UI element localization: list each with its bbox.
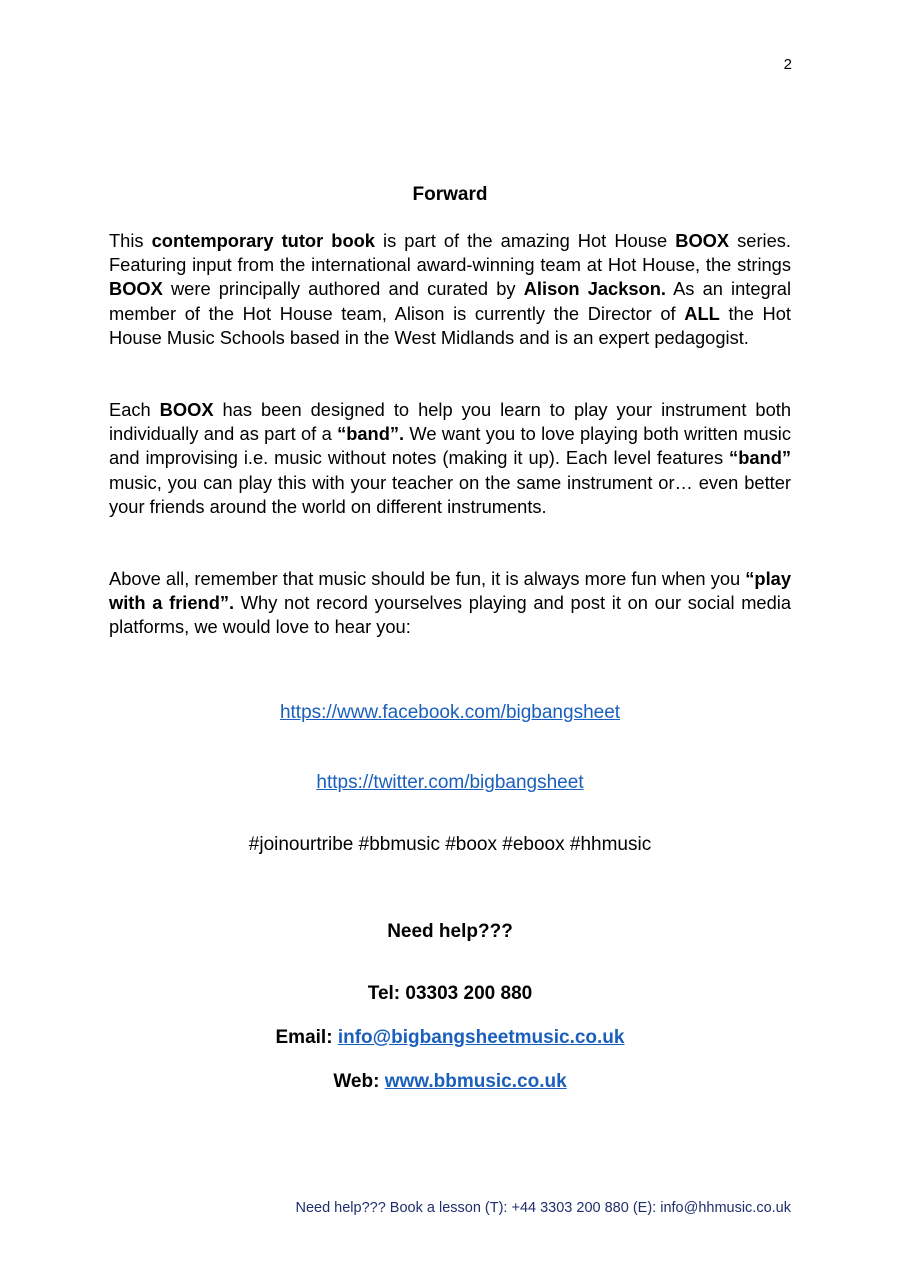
hashtags: #joinourtribe #bbmusic #boox #eboox #hhmusic <box>248 834 652 855</box>
email-label: Email: <box>275 1027 338 1048</box>
paragraph-intro: This contemporary tutor book is part of the amazing Hot House BOOX series. Featuring input from the international award-winning team at Hot House, the strings BOOX were principally authored and curated by Alison Jackson. As an integral member of the Hot House team, Alison is currently the Director of ALL the Hot House Music Schools based in the West Midlands and is an expert pedagogist. <box>109 230 792 348</box>
page-title: Forward <box>412 184 488 205</box>
facebook-link-row <box>0 702 900 724</box>
web-row <box>0 1071 900 1093</box>
twitter-link-row <box>0 772 900 794</box>
twitter-link[interactable]: https://twitter.com/bigbangsheet <box>316 772 584 793</box>
facebook-link[interactable]: https://www.facebook.com/bigbangsheet <box>279 702 621 723</box>
paragraph-friends: Above all, remember that music should be fun, it is always more fun when you “play with a friend”. Why not record yourselves playing and post it on our social media platforms, we would love to hear you: <box>109 568 791 638</box>
email-link[interactable]: info@bigbangsheetmusic.co.uk <box>337 1027 625 1048</box>
page-footer: Need help??? Book a lesson (T): +44 3303 200 880 (E): info@hhmusic.co.uk <box>295 1200 791 1216</box>
page-number: 2 <box>783 56 792 73</box>
web-label: Web: <box>333 1071 385 1092</box>
telephone: Tel: 03303 200 880 <box>367 983 533 1004</box>
web-link[interactable]: www.bbmusic.co.uk <box>384 1071 567 1092</box>
need-help-heading: Need help??? <box>387 921 513 942</box>
email-row <box>0 1027 900 1049</box>
paragraph-boox: Each BOOX has been designed to help you learn to play your instrument both individually and as part of a “band”. We want you to love playing both written music and improvising i.e. music without notes (making it up). Each level features “band” music, you can play this with your teacher on the same instrument or… even better your friends around the world on different instruments. <box>109 399 792 517</box>
